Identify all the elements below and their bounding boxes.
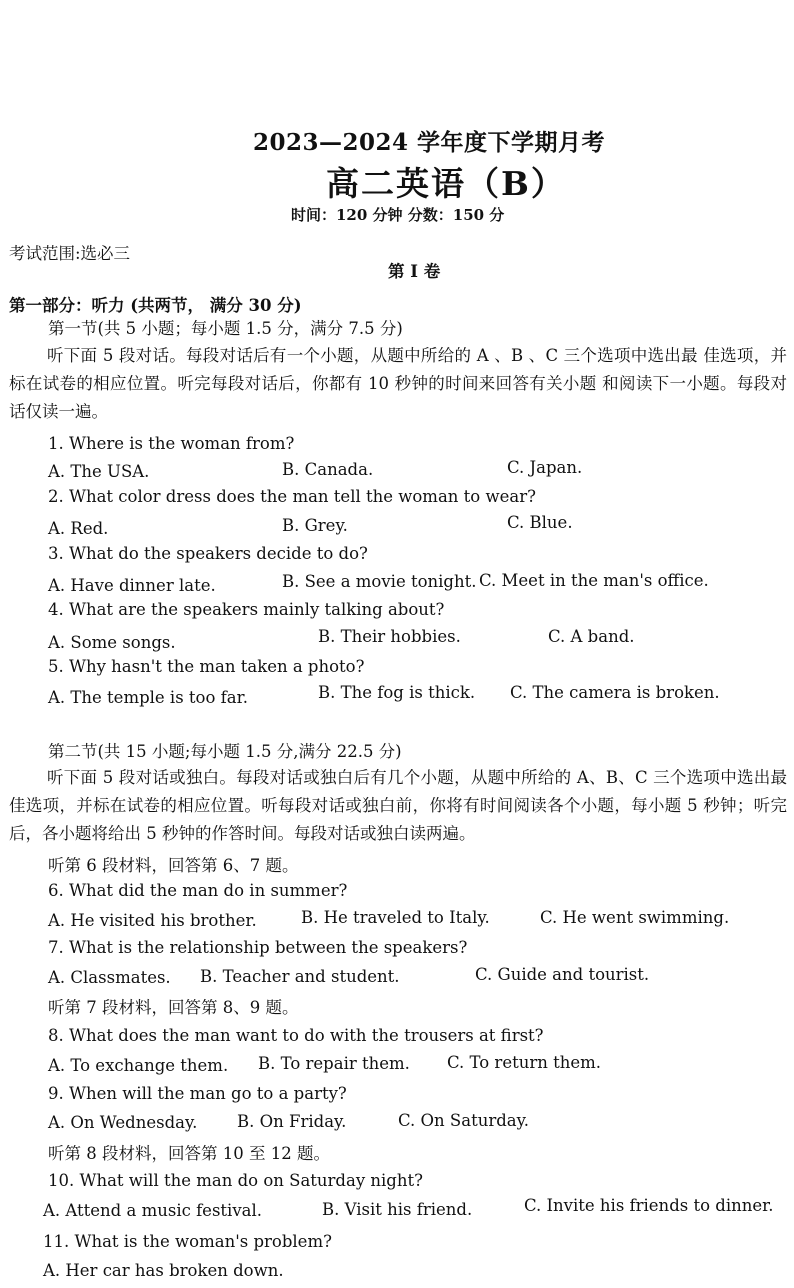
question-8: 8. What does the man want to do with the trousers at first? (48, 1026, 544, 1045)
q8-option-a: A. To exchange them. (48, 1056, 229, 1075)
q3-option-a: A. Have dinner late. (48, 576, 216, 595)
q6-option-c: C. He went swimming. (540, 908, 730, 927)
q1-option-c: C. Japan. (507, 458, 583, 477)
q5-option-a: A. The temple is too far. (48, 688, 248, 707)
q9-option-b: B. On Friday. (237, 1112, 347, 1131)
q4-option-b: B. Their hobbies. (318, 627, 461, 646)
q3-option-c: C. Meet in the man's office. (479, 571, 709, 590)
time-score: 时间：120 分钟 分数：150 分 (291, 206, 505, 224)
q2-option-a: A. Red. (48, 519, 109, 538)
material-note-8: 听第 8 段材料，回答第 10 至 12 题。 (48, 1144, 330, 1163)
exam-scope: 考试范围:选必三 (9, 244, 131, 263)
q9-option-c: C. On Saturday. (398, 1111, 529, 1130)
question-9: 9. When will the man go to a party? (48, 1084, 347, 1103)
q10-option-c: C. Invite his friends to dinner. (524, 1196, 774, 1215)
question-5: 5. Why hasn't the man taken a photo? (48, 657, 365, 676)
q8-option-b: B. To repair them. (258, 1054, 410, 1073)
q3-option-b: B. See a movie tonight. (282, 572, 477, 591)
question-7: 7. What is the relationship between the speakers? (48, 938, 468, 957)
q8-option-c: C. To return them. (447, 1053, 602, 1072)
question-10: 10. What will the man do on Saturday night? (48, 1171, 423, 1190)
question-2: 2. What color dress does the man tell the woman to wear? (48, 487, 536, 506)
q1-option-b: B. Canada. (282, 460, 374, 479)
q1-option-a: A. The USA. (48, 462, 150, 481)
q4-option-a: A. Some songs. (48, 633, 176, 652)
question-11: 11. What is the woman's problem? (43, 1232, 332, 1251)
q2-option-b: B. Grey. (282, 516, 348, 535)
q5-option-c: C. The camera is broken. (510, 683, 720, 702)
section2-instructions: 听下面 5 段对话或独白。每段对话或独白后有几个小题，从题中所给的 A、B、C 三个选项中选出最佳选项，并标在试卷的相应位置。听每段对话或独白前，你将有时间阅读各个小题，每小题 5 秒钟；听完后，各小题将给出 5 秒钟的作答时间。每段对话或独白读两遍。 (9, 768, 787, 843)
q4-option-c: C. A band. (548, 627, 635, 646)
title-line2: 高二英语（B） (326, 164, 566, 203)
part1-heading: 第一部分：听力 (共两节， 满分 30 分) (9, 296, 302, 315)
q9-option-a: A. On Wednesday. (48, 1113, 198, 1132)
question-4: 4. What are the speakers mainly talking about? (48, 600, 445, 619)
q10-option-b: B. Visit his friend. (322, 1200, 473, 1219)
q7-option-b: B. Teacher and student. (200, 967, 400, 986)
q7-option-a: A. Classmates. (48, 968, 171, 987)
q6-option-b: B. He traveled to Italy. (301, 908, 490, 927)
section2-heading: 第二节(共 15 小题;每小题 1.5 分,满分 22.5 分) (48, 742, 402, 761)
q6-option-a: A. He visited his brother. (48, 911, 257, 930)
q10-option-a: A. Attend a music festival. (43, 1201, 263, 1220)
volume-label: 第 I 卷 (388, 262, 441, 281)
material-note-7: 听第 7 段材料，回答第 8、9 题。 (48, 998, 299, 1017)
q11-option-a: A. Her car has broken down. (43, 1261, 284, 1280)
q7-option-c: C. Guide and tourist. (475, 965, 650, 984)
material-note-6: 听第 6 段材料，回答第 6、7 题。 (48, 856, 299, 875)
question-1: 1. Where is the woman from? (48, 434, 295, 453)
section1-instructions: 听下面 5 段对话。每段对话后有一个小题，从题中所给的 A 、B 、C 三个选项中选出最 佳选项，并标在试卷的相应位置。听完每段对话后，你都有 10 秒钟的时间来回答有关小题 和阅读下一小题。每段对话仅读一遍。 (9, 346, 787, 421)
question-3: 3. What do the speakers decide to do? (48, 544, 368, 563)
section1-heading: 第一节(共 5 小题；每小题 1.5 分，满分 7.5 分) (48, 319, 403, 338)
question-6: 6. What did the man do in summer? (48, 881, 348, 900)
q2-option-c: C. Blue. (507, 513, 573, 532)
q5-option-b: B. The fog is thick. (318, 683, 476, 702)
title-line1: 2023—2024 学年度下学期月考 (253, 129, 606, 156)
